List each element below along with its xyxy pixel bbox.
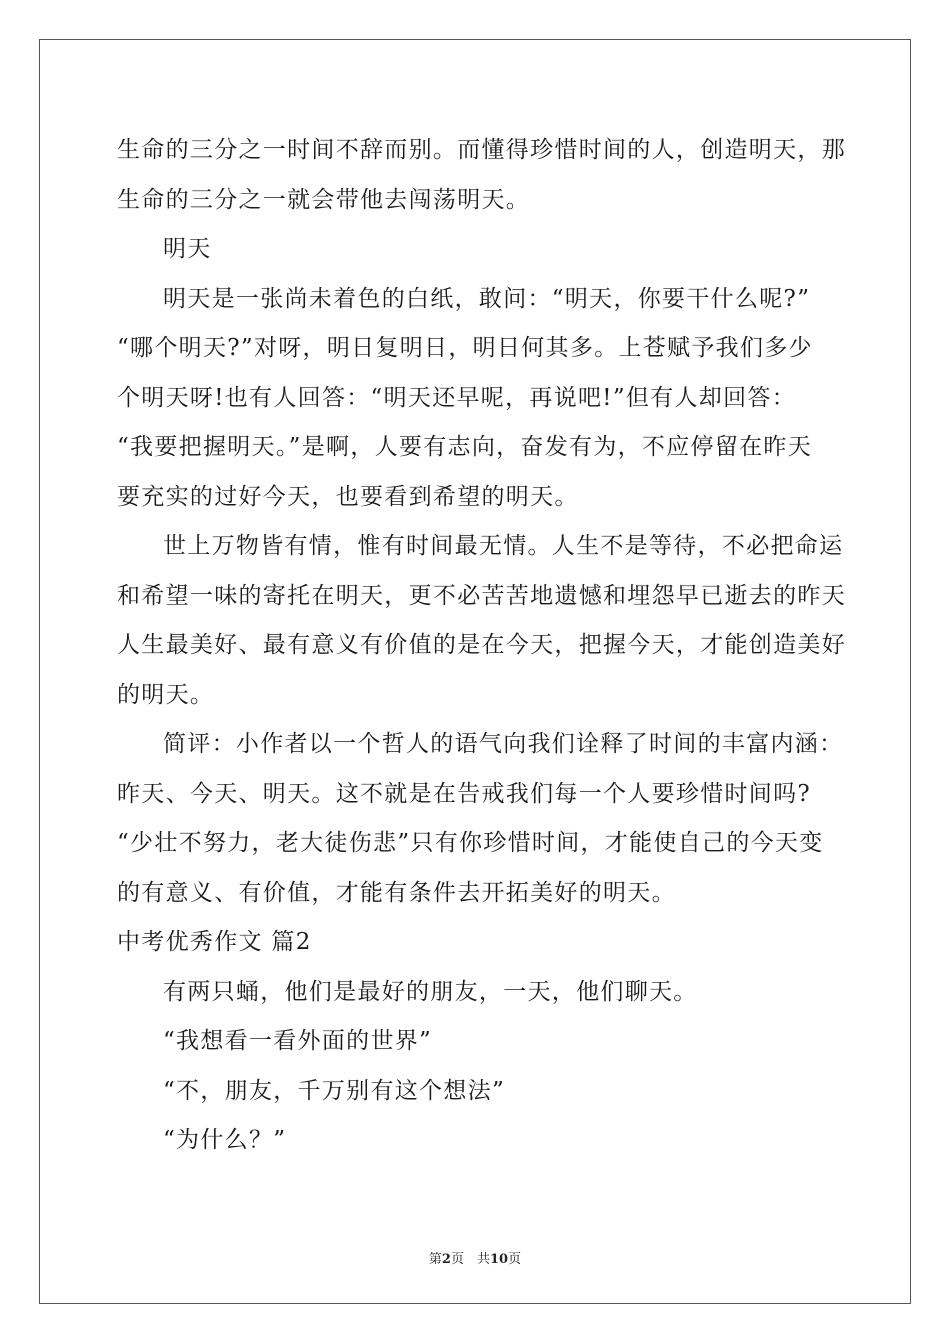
text-line: 个明天呀!也有人回答：“明天还早呢，再说吧!”但有人却回答： bbox=[117, 384, 797, 411]
text-line: 中考优秀作文 篇2 bbox=[117, 929, 312, 955]
page-footer bbox=[0, 1248, 950, 1267]
text-line: 生命的三分之一就会带他去闯荡明天。 bbox=[117, 186, 531, 213]
text-line: 的有意义、有价值，才能有条件去开拓美好的明天。 bbox=[117, 879, 676, 906]
text-line: “哪个明天?”对呀，明日复明日，明日何其多。上苍赋予我们多少 bbox=[117, 335, 813, 361]
text-line: 和希望一味的寄托在明天，更不必苦苦地遗憾和埋怨早已逝去的昨天 bbox=[117, 582, 846, 609]
text-line: 生命的三分之一时间不辞而别。而懂得珍惜时间的人，创造明天，那 bbox=[117, 137, 846, 163]
text-line: “我想看一看外面的世界” bbox=[163, 1028, 433, 1054]
text-line: “为什么？” bbox=[163, 1127, 287, 1153]
text-line: 明天是一张尚未着色的白纸，敢问：“明天，你要干什么呢?” bbox=[163, 285, 811, 312]
footer-prefix: 第 bbox=[428, 1252, 442, 1267]
footer-suffix: 页 bbox=[508, 1252, 522, 1267]
footer-total-pages: 10 bbox=[489, 1252, 509, 1267]
text-line: 有两只蛹，他们是最好的朋友，一天，他们聊天。 bbox=[163, 978, 698, 1005]
text-line: 要充实的过好今天，也要看到希望的明天。 bbox=[117, 483, 579, 510]
text-line: 世上万物皆有情，惟有时间最无情。人生不是等待，不必把命运 bbox=[163, 533, 844, 559]
text-line: “我要把握明天。”是啊，人要有志向，奋发有为，不应停留在昨天 bbox=[117, 434, 813, 460]
text-line: “不，朋友，千万别有这个想法” bbox=[163, 1077, 506, 1104]
text-line: 昨天、今天、明天。这不就是在告戒我们每一个人要珍惜时间吗? bbox=[117, 780, 812, 807]
document-body bbox=[117, 126, 846, 1166]
text-line: 明天 bbox=[163, 236, 212, 262]
text-line: 简评：小作者以一个哲人的语气向我们诠释了时间的丰富内涵： bbox=[163, 731, 844, 757]
footer-page-number: 2 bbox=[441, 1252, 451, 1267]
footer-mid: 页 共 bbox=[450, 1252, 490, 1267]
text-line: 人生最美好、最有意义有价值的是在今天，把握今天，才能创造美好 bbox=[117, 632, 846, 658]
text-line: “少壮不努力，老大徒伤悲”只有你珍惜时间，才能使自己的今天变 bbox=[117, 830, 824, 856]
text-line: 的明天。 bbox=[117, 681, 215, 708]
